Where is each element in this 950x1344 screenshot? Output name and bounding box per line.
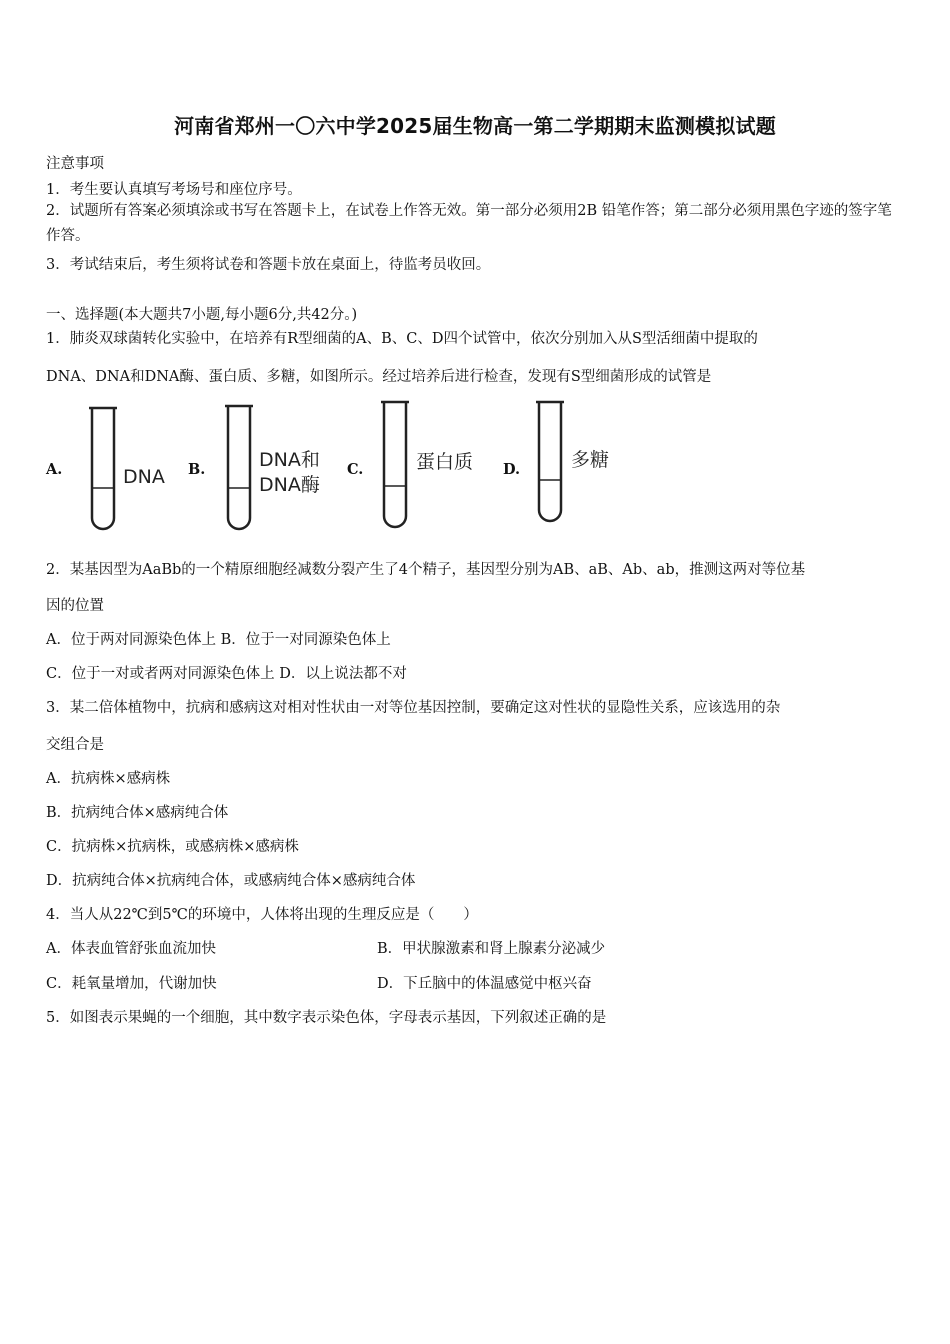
q2-stem-line1: 2．某基因型为AaBb的一个精原细胞经减数分裂产生了4个精子，基因型分别为AB、aB、Ab、ab，推测这两对等位基 [46, 562, 806, 578]
notice-heading: 注意事项 [46, 156, 104, 172]
q3-option-b[interactable]: B．抗病纯合体×感病纯合体 [46, 805, 229, 821]
q3-option-c[interactable]: C．抗病株×抗病株，或感病株×感病株 [46, 839, 299, 855]
q4-option-a[interactable]: A．体表血管舒张血流加快 [46, 941, 216, 957]
q4-stem: 4．当人从22℃到5℃的环境中，人体将出现的生理反应是（ ） [46, 907, 478, 923]
q1-option-d-letter[interactable]: D. [503, 461, 521, 478]
q4-option-c[interactable]: C．耗氧量增加，代谢加快 [46, 976, 217, 992]
q3-stem-line2: 交组合是 [46, 737, 104, 753]
notice-item-2: 2．试题所有答案必须填涂或书写在答题卡上，在试卷上作答无效。第一部分必须用2B 铅笔作答；第二部分必须用黑色字迹的签字笔作答。 [46, 203, 892, 244]
tube-d-label: 多糖 [571, 449, 610, 471]
q3-stem-line1: 3．某二倍体植物中，抗病和感病这对相对性状由一对等位基因控制，要确定这对性状的显隐性关系，应该选用的杂 [46, 700, 781, 716]
q1-stem-line2: DNA、DNA和DNA酶、蛋白质、多糖，如图所示。经过培养后进行检查，发现有S型细菌形成的试管是 [46, 369, 712, 385]
q1-option-a-letter[interactable]: A. [46, 461, 63, 478]
q1-option-c-letter[interactable]: C. [347, 461, 364, 478]
q2-options-ab[interactable]: A．位于两对同源染色体上 B．位于一对同源染色体上 [46, 632, 391, 648]
tube-b-label-line1: DNA和 [259, 449, 320, 471]
section-heading: 一、选择题(本大题共7小题,每小题6分,共42分。) [46, 307, 358, 323]
q1-stem-line1: 1．肺炎双球菌转化实验中，在培养有R型细菌的A、B、C、D四个试管中，依次分别加入从S型活细菌中提取的 [46, 331, 758, 347]
test-tube-c-icon [378, 400, 412, 532]
q2-stem-line2: 因的位置 [46, 598, 104, 614]
q1-test-tube-figure [46, 398, 646, 536]
q4-option-b[interactable]: B．甲状腺激素和肾上腺素分泌减少 [377, 941, 606, 957]
tube-a-label: DNA [123, 466, 165, 488]
q3-option-d[interactable]: D．抗病纯合体×抗病纯合体，或感病纯合体×感病纯合体 [46, 873, 416, 889]
q4-option-d[interactable]: D．下丘脑中的体温感觉中枢兴奋 [377, 976, 592, 992]
tube-c-label: 蛋白质 [416, 451, 474, 473]
test-tube-b-icon [222, 404, 256, 534]
q1-option-b-letter[interactable]: B. [188, 461, 206, 478]
test-tube-d-icon [533, 400, 567, 526]
tube-b-label-line2: DNA酶 [259, 474, 320, 496]
test-tube-a-icon [86, 406, 120, 534]
q2-options-cd[interactable]: C．位于一对或者两对同源染色体上 D．以上说法都不对 [46, 666, 407, 682]
notice-item-3: 3．考试结束后，考生须将试卷和答题卡放在桌面上，待监考员收回。 [46, 257, 491, 273]
q5-stem: 5．如图表示果蝇的一个细胞，其中数字表示染色体，字母表示基因，下列叙述正确的是 [46, 1010, 607, 1026]
q3-option-a[interactable]: A．抗病株×感病株 [46, 771, 171, 787]
exam-title: 河南省郑州一〇六中学2025届生物高一第二学期期末监测模拟试题 [174, 114, 776, 138]
notice-item-1: 1．考生要认真填写考场号和座位序号。 [46, 182, 302, 198]
